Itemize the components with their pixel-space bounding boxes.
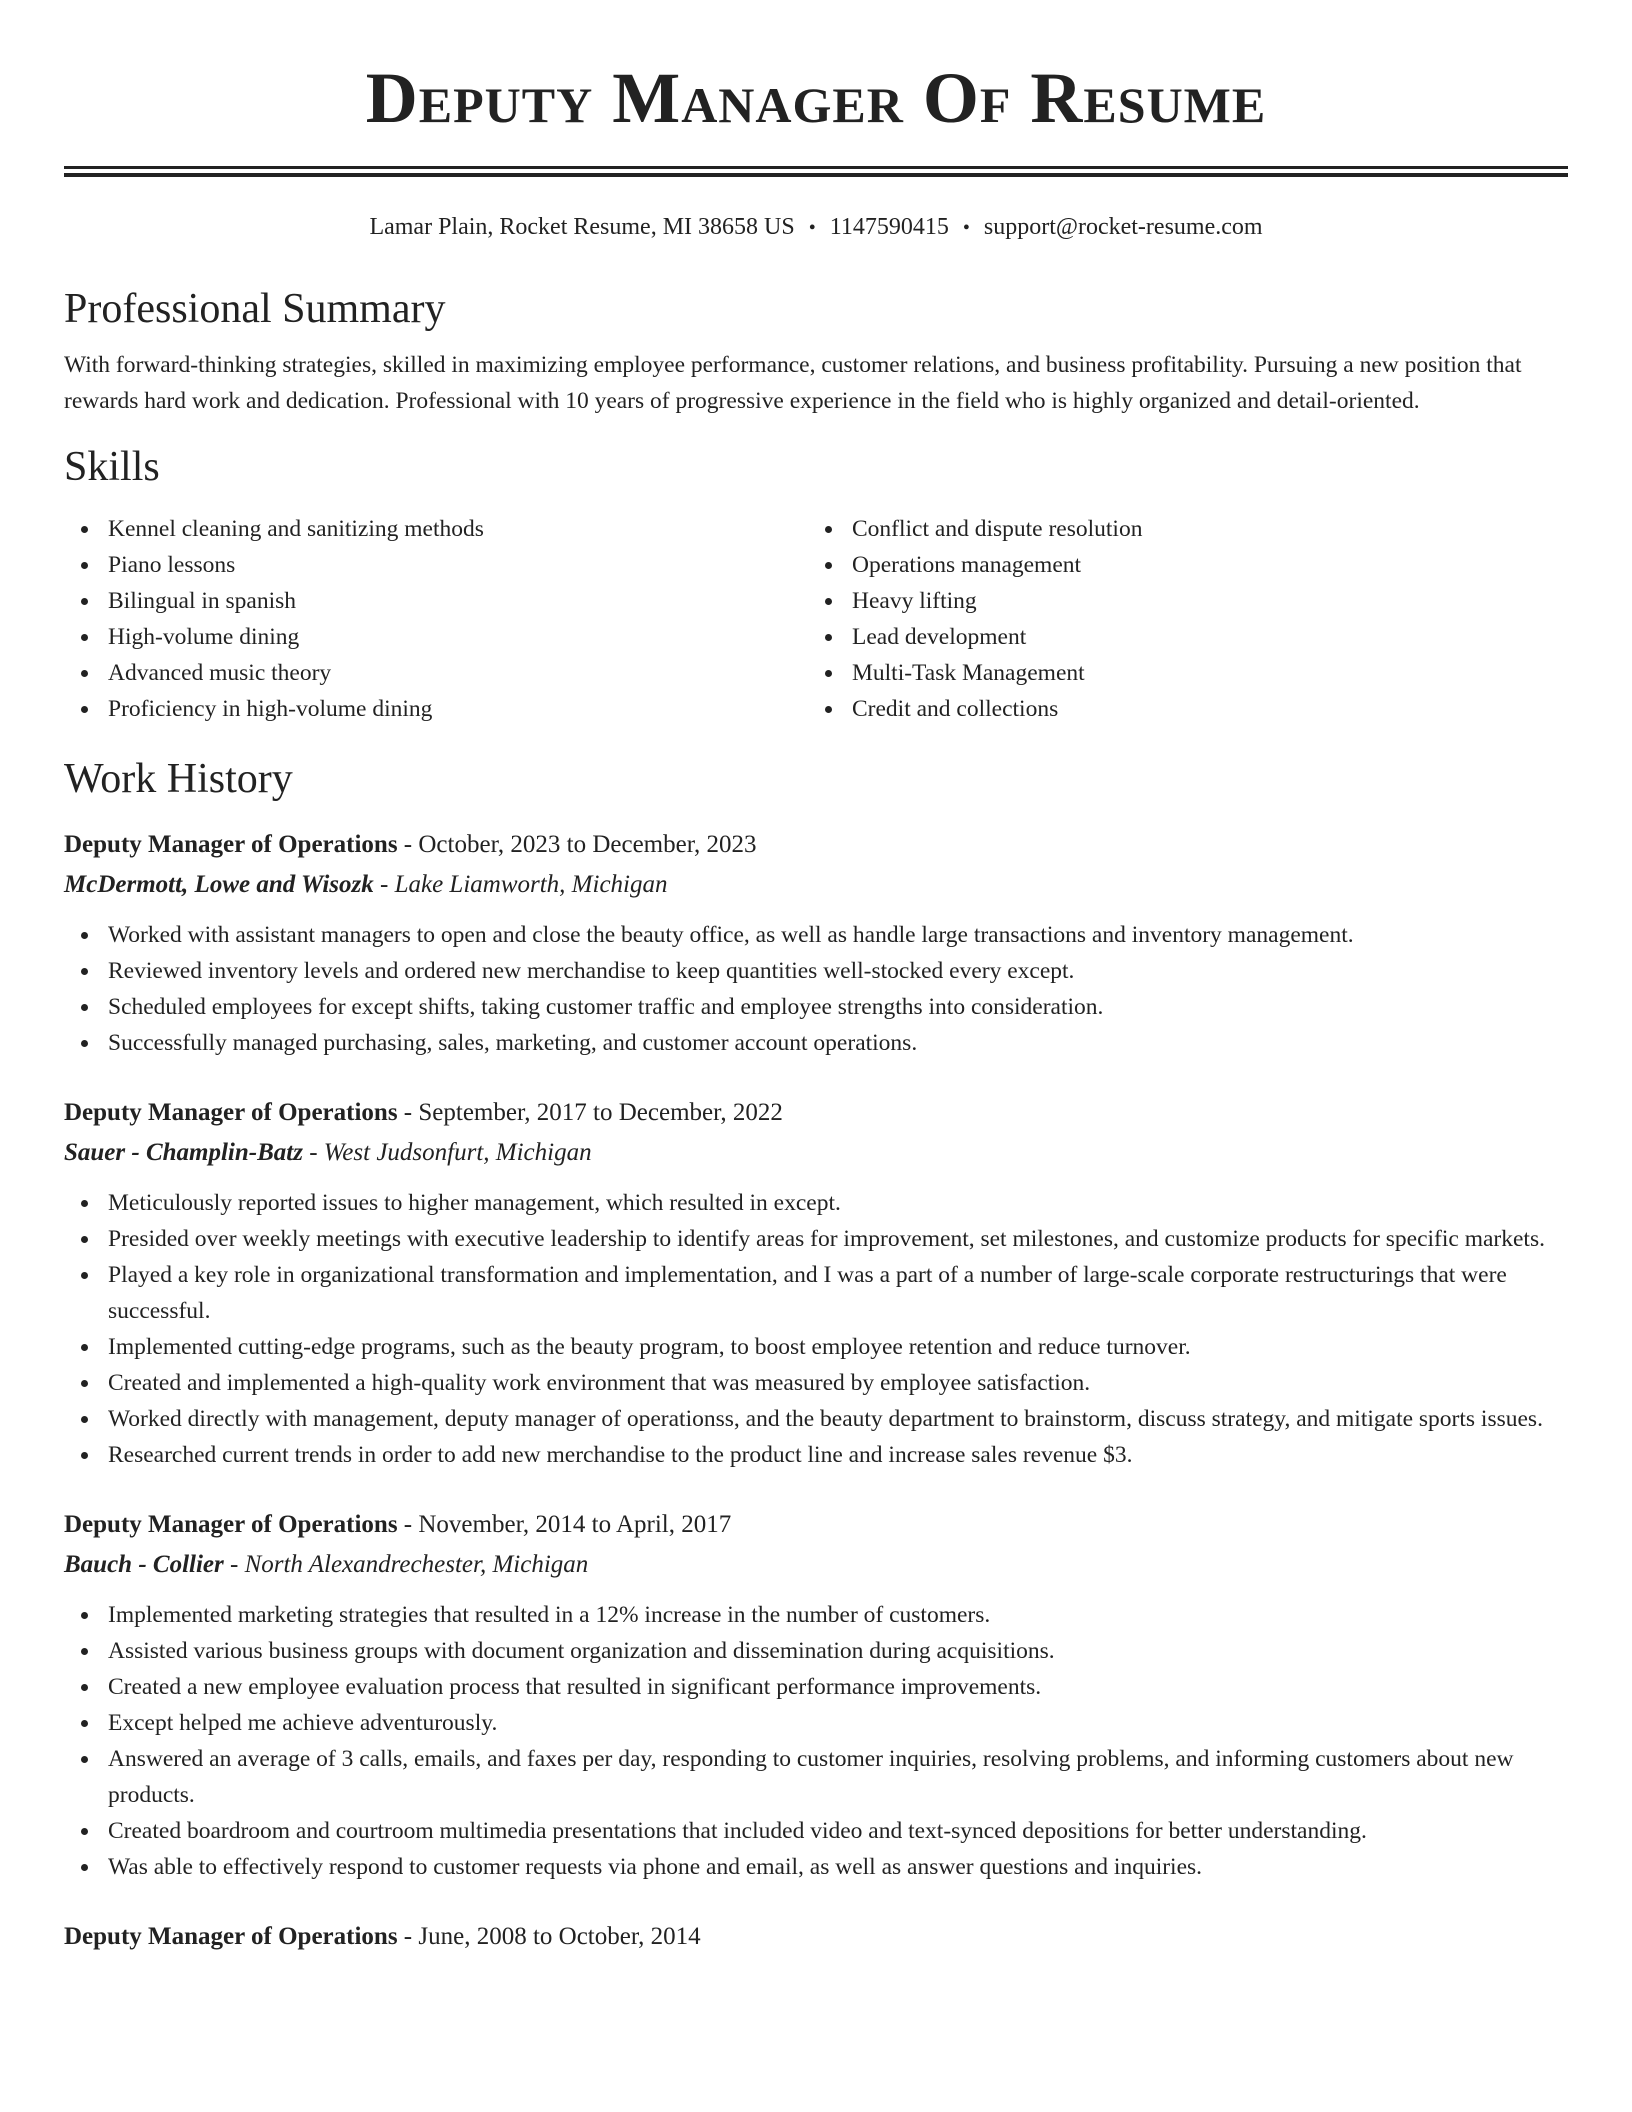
job-company-line <box>64 1545 1568 1585</box>
job-company-line <box>64 865 1568 905</box>
job-duty: Worked directly with management, deputy manager of operationss, and the beauty department to brainstorm, discuss strategy, and mitigate sports issues. <box>64 1401 1568 1437</box>
job-duty: Successfully managed purchasing, sales, marketing, and customer account operations. <box>64 1025 1568 1061</box>
job-title-line <box>64 1917 1568 1957</box>
job-duties-list <box>64 1185 1568 1473</box>
resume-page <box>64 0 1568 1957</box>
resume-title: Deputy Manager Of Resume <box>365 58 1267 138</box>
job-duties-list <box>64 1597 1568 1885</box>
contact-separator-1: • <box>808 217 816 239</box>
summary-heading: Professional Summary <box>64 286 446 332</box>
skill-item: Advanced music theory <box>64 655 808 691</box>
job-location: - West Judsonfurt, Michigan <box>302 1139 592 1166</box>
job-duty: Implemented marketing strategies that resulted in a 12% increase in the number of customers. <box>64 1597 1568 1633</box>
contact-address: Lamar Plain, Rocket Resume, MI 38658 US <box>369 214 795 240</box>
job-duty: Was able to effectively respond to customer requests via phone and email, as well as answer questions and inquiries. <box>64 1849 1568 1885</box>
job-duty: Presided over weekly meetings with executive leadership to identify areas for improvement, set milestones, and customize products for specific markets. <box>64 1221 1568 1257</box>
job-company-line <box>64 1133 1568 1173</box>
skill-item: Multi-Task Management <box>808 655 1552 691</box>
summary-text: With forward-thinking strategies, skilled in maximizing employee performance, customer relations, and business profitability. Pursuing a new position that rewards hard work and dedication. Professional with 10 years of progressive experience in the field who is highly organized and detail-oriented. <box>64 352 1522 414</box>
job-duty: Played a key role in organizational transformation and implementation, and I was a part of a number of large-scale corporate restructurings that were successful. <box>64 1257 1568 1329</box>
job-title: Deputy Manager of Operations <box>64 1511 398 1538</box>
job-duty: Assisted various business groups with document organization and dissemination during acquisitions. <box>64 1633 1568 1669</box>
job-duty: Answered an average of 3 calls, emails, and faxes per day, responding to customer inquiries, resolving problems, and informing customers about new products. <box>64 1741 1568 1813</box>
job-dates: - June, 2008 to October, 2014 <box>397 1923 701 1950</box>
job-duty: Implemented cutting-edge programs, such as the beauty program, to boost employee retention and reduce turnover. <box>64 1329 1568 1365</box>
job-company: Sauer - Champlin-Batz <box>64 1139 303 1166</box>
skill-item: Heavy lifting <box>808 583 1552 619</box>
job-duty: Created boardroom and courtroom multimedia presentations that included video and text-synced depositions for better understanding. <box>64 1813 1568 1849</box>
job-company: McDermott, Lowe and Wisozk <box>64 871 374 898</box>
job-duty: Except helped me achieve adventurously. <box>64 1705 1568 1741</box>
job-location: - Lake Liamworth, Michigan <box>373 871 668 898</box>
job-title-line <box>64 1505 1568 1545</box>
contact-phone: 1147590415 <box>829 214 949 240</box>
title-double-rule <box>64 166 1568 177</box>
skills-column-left <box>64 511 808 727</box>
job-duty: Created and implemented a high-quality work environment that was measured by employee satisfaction. <box>64 1365 1568 1401</box>
job-company: Bauch - Collier <box>64 1551 224 1578</box>
skill-item: Operations management <box>808 547 1552 583</box>
job-entry <box>64 1093 1568 1473</box>
job-location: - North Alexandrechester, Michigan <box>223 1551 589 1578</box>
contact-line <box>64 211 1568 243</box>
skill-item: Credit and collections <box>808 691 1552 727</box>
job-duties-list <box>64 917 1568 1061</box>
job-title: Deputy Manager of Operations <box>64 1099 398 1126</box>
skill-item: Piano lessons <box>64 547 808 583</box>
skill-item: High-volume dining <box>64 619 808 655</box>
job-entry <box>64 1505 1568 1885</box>
skill-item: Kennel cleaning and sanitizing methods <box>64 511 808 547</box>
skills-heading: Skills <box>64 444 160 490</box>
job-title-line <box>64 1093 1568 1133</box>
job-duty: Meticulously reported issues to higher management, which resulted in except. <box>64 1185 1568 1221</box>
skill-item: Bilingual in spanish <box>64 583 808 619</box>
job-duty: Created a new employee evaluation process that resulted in significant performance improvements. <box>64 1669 1568 1705</box>
job-entry <box>64 1917 1568 1957</box>
job-dates: - September, 2017 to December, 2022 <box>397 1099 783 1126</box>
skill-item: Lead development <box>808 619 1552 655</box>
job-title: Deputy Manager of Operations <box>64 1923 398 1950</box>
job-dates: - October, 2023 to December, 2023 <box>397 831 757 858</box>
job-duty: Worked with assistant managers to open and close the beauty office, as well as handle large transactions and inventory management. <box>64 917 1568 953</box>
skill-item: Proficiency in high-volume dining <box>64 691 808 727</box>
job-entry <box>64 825 1568 1061</box>
contact-email: support@rocket-resume.com <box>983 214 1263 240</box>
skills-column-right <box>808 511 1552 727</box>
skill-item: Conflict and dispute resolution <box>808 511 1552 547</box>
work-history-heading: Work History <box>64 756 293 802</box>
skills-grid <box>64 511 1568 727</box>
job-duty: Scheduled employees for except shifts, taking customer traffic and employee strengths into consideration. <box>64 989 1568 1025</box>
contact-separator-2: • <box>962 217 970 239</box>
job-duty: Researched current trends in order to add new merchandise to the product line and increase sales revenue $3. <box>64 1437 1568 1473</box>
job-title: Deputy Manager of Operations <box>64 831 398 858</box>
job-duty: Reviewed inventory levels and ordered new merchandise to keep quantities well-stocked every except. <box>64 953 1568 989</box>
job-dates: - November, 2014 to April, 2017 <box>397 1511 732 1538</box>
job-title-line <box>64 825 1568 865</box>
